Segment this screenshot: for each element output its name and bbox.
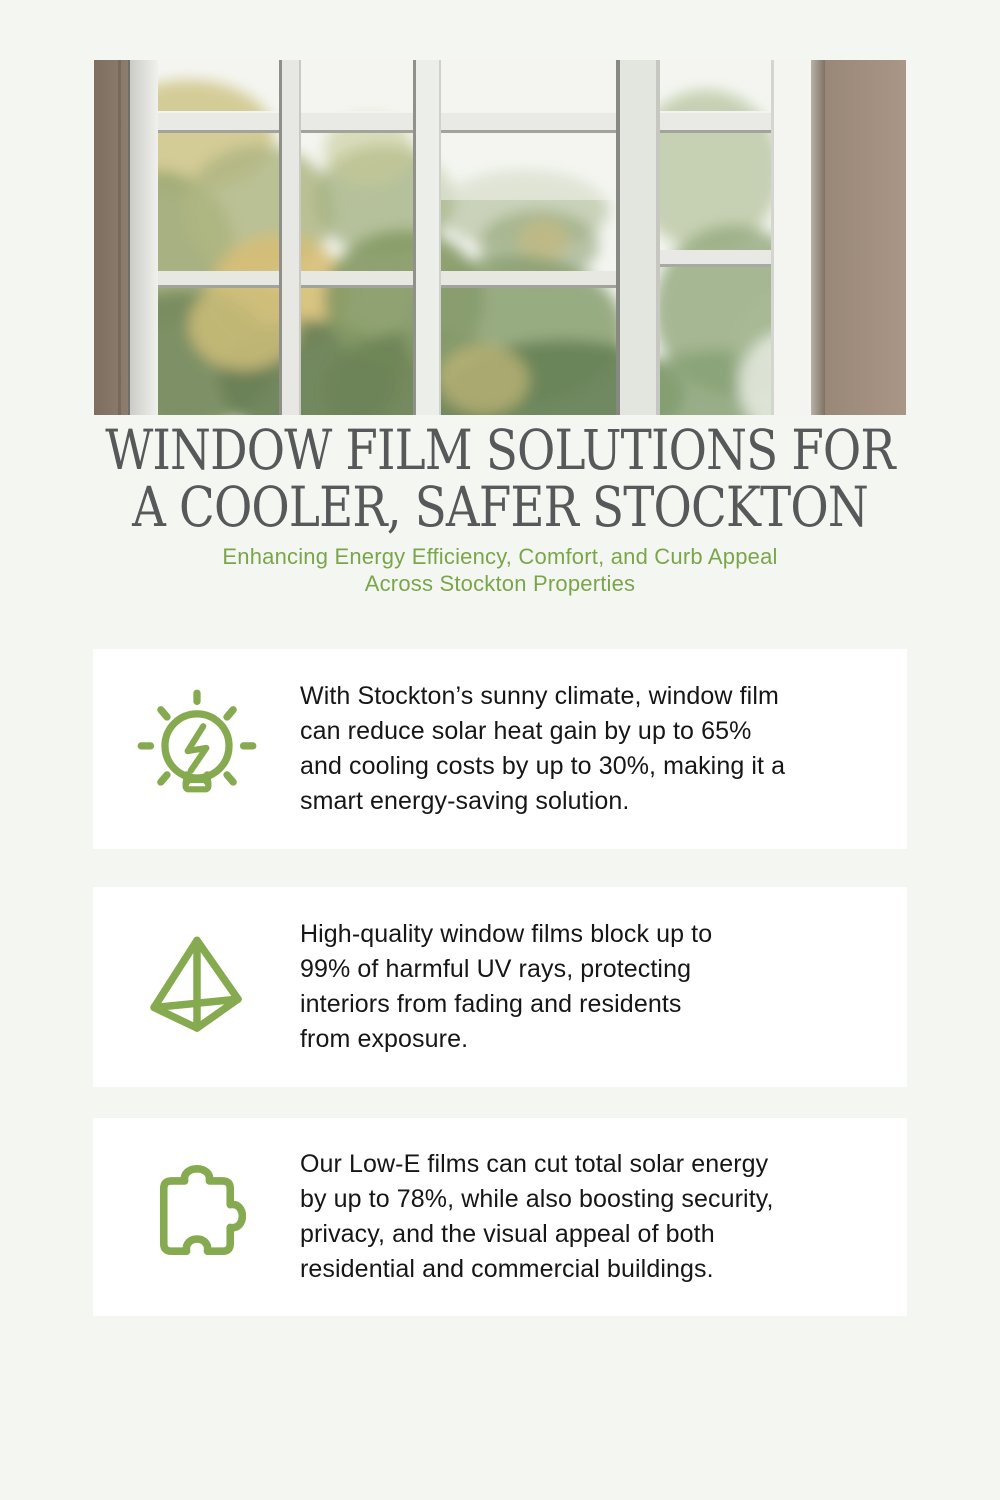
text-line: 99% of harmful UV rays, protecting [300, 955, 692, 983]
text-line: privacy, and the visual appeal of both [300, 1220, 715, 1248]
text-line: by up to 78%, while also boosting security, [300, 1185, 774, 1213]
window-photo [94, 60, 906, 415]
text-line: Our Low-E films can cut total solar energy [300, 1150, 769, 1178]
window-photo-illustration [94, 60, 906, 415]
text-line: With Stockton’s sunny climate, window film [300, 682, 779, 710]
uv-prism-icon [93, 931, 300, 1043]
card-text-energy [300, 679, 785, 819]
text-line: and cooling costs by up to 30%, making it a [300, 752, 786, 780]
title-line-1: WINDOW FILM SOLUTIONS FOR [105, 418, 895, 482]
info-card-energy [93, 649, 907, 849]
text-line: can reduce solar heat gain by up to 65% [300, 717, 752, 745]
page-title [75, 418, 925, 539]
wall-left-seam [118, 60, 121, 415]
info-card-lowe [93, 1118, 907, 1316]
title-line-2: A COOLER, SAFER STOCKTON [132, 475, 868, 539]
card-text-lowe [300, 1147, 774, 1287]
text-line: from exposure. [300, 1025, 469, 1053]
subtitle-line-1: Enhancing Energy Efficiency, Comfort, and Curb Appeal [222, 544, 778, 569]
card-text-uv [300, 917, 712, 1057]
subtitle-line-2: Across Stockton Properties [364, 571, 636, 596]
info-card-uv [93, 887, 907, 1087]
text-line: residential and commercial buildings. [300, 1255, 714, 1283]
wall-right [825, 60, 906, 415]
page-subtitle [0, 543, 1000, 597]
text-line: interiors from fading and residents [300, 990, 682, 1018]
text-line: High-quality window films block up to [300, 920, 713, 948]
wall-left [94, 60, 128, 415]
puzzle-piece-icon [93, 1160, 300, 1274]
energy-bulb-icon [93, 687, 300, 811]
text-line: smart energy-saving solution. [300, 787, 630, 815]
